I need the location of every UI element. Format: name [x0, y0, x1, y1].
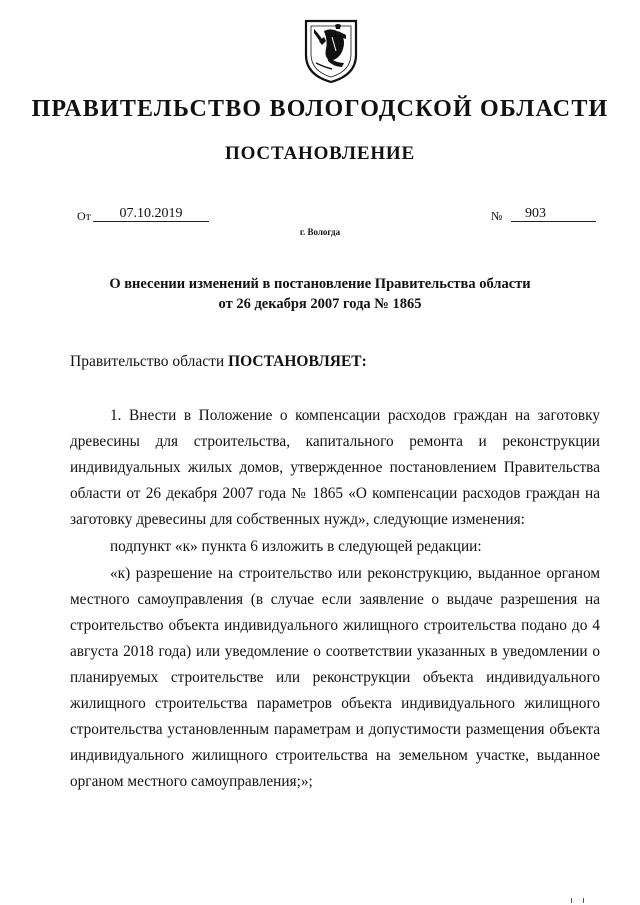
document-title — [60, 274, 580, 314]
paragraph-3: «к) разрешение на строительство или реконструкцию, выданное органом местного самоуправления (в случае если заявление о выдаче разрешения на строительство объекта индивидуального жилищного строительства подано до 4 августа 2018 года) или уведомление о соответствии указанных в уведомлении о планируемых строительстве или реконструкции объекта индивидуального жилищного строительства параметров объекта индивидуального жилищного строительства установленным параметрам и допустимости размещения объекта индивидуального жилищного строительства на земельном участке, выданное органом местного самоуправления;»; — [70, 565, 600, 790]
paragraph-1: 1. Внести в Положение о компенсации расходов граждан на заготовку древесины для строительства, капитального ремонта и реконструкции индивидуальных жилых домов, утвержденное постановлением Правительства области от 26 декабря 2007 года № 1865 «О компенсации расходов граждан на заготовку древесины для собственных нужд», следующие изменения: — [70, 407, 600, 528]
coat-of-arms-icon — [302, 17, 360, 85]
document-title-line-2: от 26 декабря 2007 года № 1865 — [218, 296, 422, 312]
scan-mark — [583, 898, 584, 903]
scan-mark — [571, 898, 572, 903]
document-date: 07.10.2019 — [93, 206, 209, 222]
city: г. Вологда — [299, 227, 341, 237]
number-label: № — [491, 209, 503, 223]
preamble-text: Правительство области — [70, 353, 229, 370]
document-body — [70, 403, 600, 795]
paragraph-2: подпункт «к» пункта 6 изложить в следующей редакции: — [110, 538, 482, 555]
document-title-line-1: О внесении изменений в постановление Правительства области — [109, 276, 531, 292]
preamble — [70, 353, 367, 371]
document-type: ПОСТАНОВЛЕНИЕ — [225, 143, 415, 164]
government-name: ПРАВИТЕЛЬСТВО ВОЛОГОДСКОЙ ОБЛАСТИ — [31, 96, 609, 122]
preamble-decree-word: ПОСТАНОВЛЯЕТ: — [228, 353, 367, 370]
date-label: От — [77, 209, 91, 223]
document-number: 903 — [511, 206, 596, 222]
